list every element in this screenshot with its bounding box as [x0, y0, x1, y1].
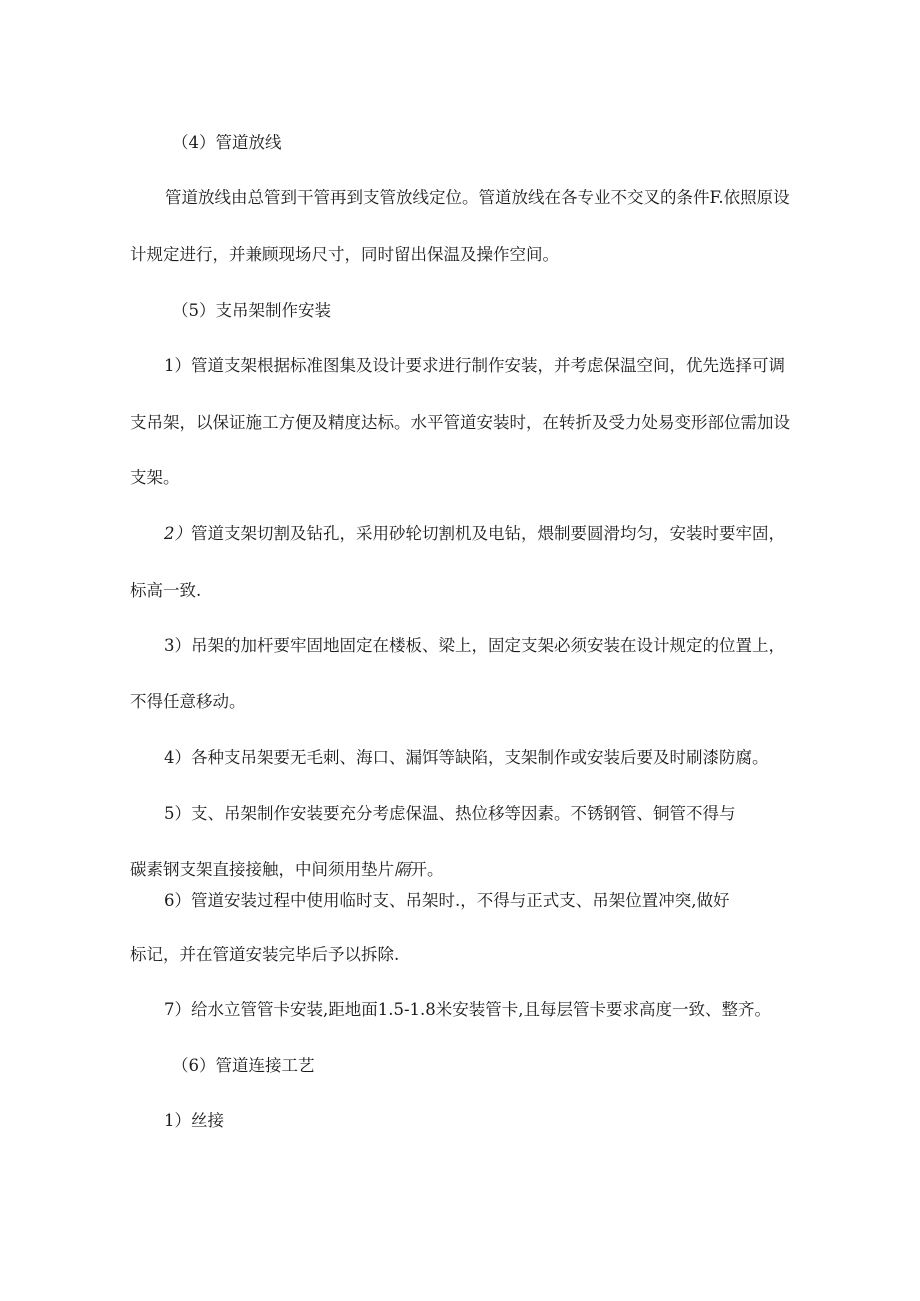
paragraph-line: 支吊架，以保证施工方便及精度达标。水平管道安装时，在转折及受力处易变形部位需加设	[130, 413, 790, 432]
paragraph-line: 计规定进行，并兼顾现场尺寸，同时留出保温及操作空间。	[130, 245, 559, 264]
item-text: 碳素钢支架直接接触，中间须用垫片	[130, 860, 394, 879]
paragraph-line: 5）支、吊架制作安装要充分考虑保温、热位移等因素。不锈钢管、铜管不得与	[164, 804, 736, 823]
paragraph-line: 3）吊架的加杆要牢固地固定在楼板、梁上，固定支架必须安装在设计规定的位置上，	[164, 636, 785, 655]
heading-support-install: （5）支吊架制作安装	[172, 301, 331, 320]
item-number: 2）	[164, 524, 191, 543]
item-text: 管道支架切割及钻孔，采用砂轮切割机及电钻，煨制要圆滑均匀，安装时要牢固，	[191, 524, 785, 543]
paragraph-line: 管道放线由总管到干管再到支管放线定位。管道放线在各专业不交叉的条件F.依照原设	[165, 188, 790, 207]
paragraph-line: 标记，并在管道安装完毕后予以拆除.	[130, 945, 400, 964]
paragraph-line: 7）给水立管管卡安装,距地面1.5-1.8米安装管卡,且每层管卡要求高度一致、整齐。	[164, 1000, 772, 1019]
paragraph-line: 4）各种支吊架要无毛刺、海口、漏饵等缺陷，支架制作或安装后要及时刷漆防腐。	[164, 748, 769, 767]
heading-pipe-layout: （4）管道放线	[172, 133, 282, 152]
paragraph-line: 1）管道支架根据标准图集及设计要求进行制作安装，并考虑保温空间，优先选择可调	[164, 356, 785, 375]
item-text: 开。	[410, 860, 444, 879]
paragraph-line: 支架。	[130, 468, 180, 487]
paragraph-line: 6）管道安装过程中使用临时支、吊架时.，不得与正式支、吊架位置冲突,做好	[164, 891, 730, 910]
heading-pipe-connection: （6）管道连接工艺	[172, 1056, 315, 1075]
paragraph-line	[164, 522, 785, 546]
paragraph-line	[130, 858, 444, 882]
item-text-italic: 隔	[394, 860, 411, 879]
paragraph-line: 1）丝接	[164, 1111, 224, 1130]
paragraph-line: 标高一致.	[130, 581, 202, 600]
paragraph-line: 不得任意移动。	[130, 692, 246, 711]
